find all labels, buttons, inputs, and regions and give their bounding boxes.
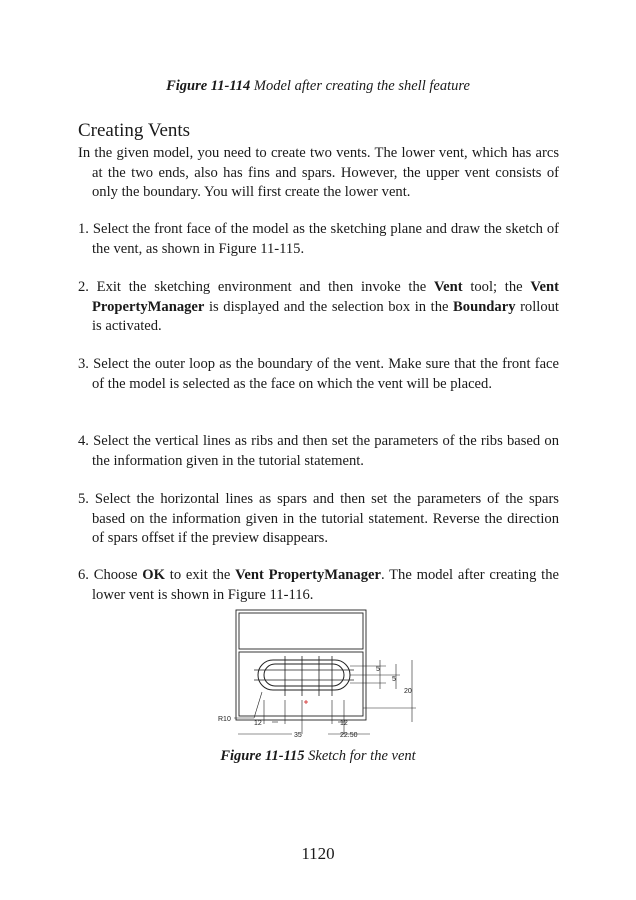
dim-12-right: 12 bbox=[340, 720, 348, 727]
dim-r10: R10 bbox=[218, 716, 231, 723]
step-3-paragraph bbox=[78, 355, 559, 394]
text-run: 6. Choose bbox=[78, 567, 143, 583]
bold-term: OK bbox=[142, 567, 165, 583]
text-run: to exit the bbox=[164, 567, 236, 583]
dim-12-left: 12 bbox=[254, 720, 262, 727]
step-1-paragraph bbox=[78, 220, 559, 259]
vent-sketch-figure bbox=[210, 604, 430, 744]
figure-115-text: Sketch for the vent bbox=[304, 748, 416, 764]
center-marks bbox=[304, 700, 308, 704]
text-run: 1. Select the front face of the model as the sketching plane and draw the sketch of the vent, as shown in Figure 11-115. bbox=[78, 221, 559, 257]
step-6-paragraph bbox=[78, 566, 559, 605]
text-run: In the given model, you need to create two vents. The lower vent, which has arcs at the two ends, also has fins and spars. However, the upper vent consists of only the boundary. You will first create the lower vent. bbox=[78, 145, 559, 200]
dim-35: 35 bbox=[294, 732, 302, 739]
text-run: 3. Select the outer loop as the boundary of the vent. Make sure that the front face of the model is selected as the face on which the vent will be placed. bbox=[78, 356, 559, 392]
text-run: . The model after creating the lower vent is shown in Figure 11-116. bbox=[92, 567, 559, 603]
bold-term: Vent PropertyManager bbox=[92, 279, 559, 315]
dim-5-upper: 5 bbox=[376, 666, 380, 673]
vent-boundary bbox=[258, 660, 350, 690]
step-2-paragraph bbox=[78, 278, 559, 337]
section-heading: Creating Vents bbox=[78, 120, 191, 141]
text-run: 5. Select the horizontal lines as spars and then set the parameters of the spars based on the information given in the tutorial statement. Reverse the direction of spars offset if the preview disappears. bbox=[78, 491, 559, 546]
bold-term: Vent PropertyManager bbox=[235, 567, 381, 583]
figure-114-label: Figure 11-114 bbox=[166, 78, 251, 94]
dim-22-50: 22.50 bbox=[340, 732, 358, 739]
text-run: 2. Exit the sketching environment and then invoke the bbox=[78, 279, 434, 295]
step-5-paragraph bbox=[78, 490, 559, 549]
text-run: tool; the bbox=[462, 279, 531, 295]
page-number: 1120 bbox=[301, 844, 335, 863]
dim-5-lower: 5 bbox=[392, 676, 396, 683]
figure-114-caption bbox=[0, 78, 636, 95]
bold-term: Vent bbox=[433, 279, 463, 295]
bold-term: Boundary bbox=[453, 298, 516, 315]
intro-paragraph bbox=[78, 144, 559, 203]
figure-115-label: Figure 11-115 bbox=[220, 748, 305, 764]
step-4-paragraph bbox=[78, 432, 559, 471]
figure-115-caption bbox=[0, 748, 636, 765]
text-run: rollout is activated. bbox=[92, 298, 559, 334]
figure-114-text: Model after creating the shell feature bbox=[250, 78, 470, 94]
text-run: 4. Select the vertical lines as ribs and then set the parameters of the ribs based on the information given in the tutorial statement. bbox=[78, 433, 559, 469]
dim-20: 20 bbox=[404, 688, 412, 695]
text-run: is displayed and the selection box in the bbox=[204, 298, 454, 315]
